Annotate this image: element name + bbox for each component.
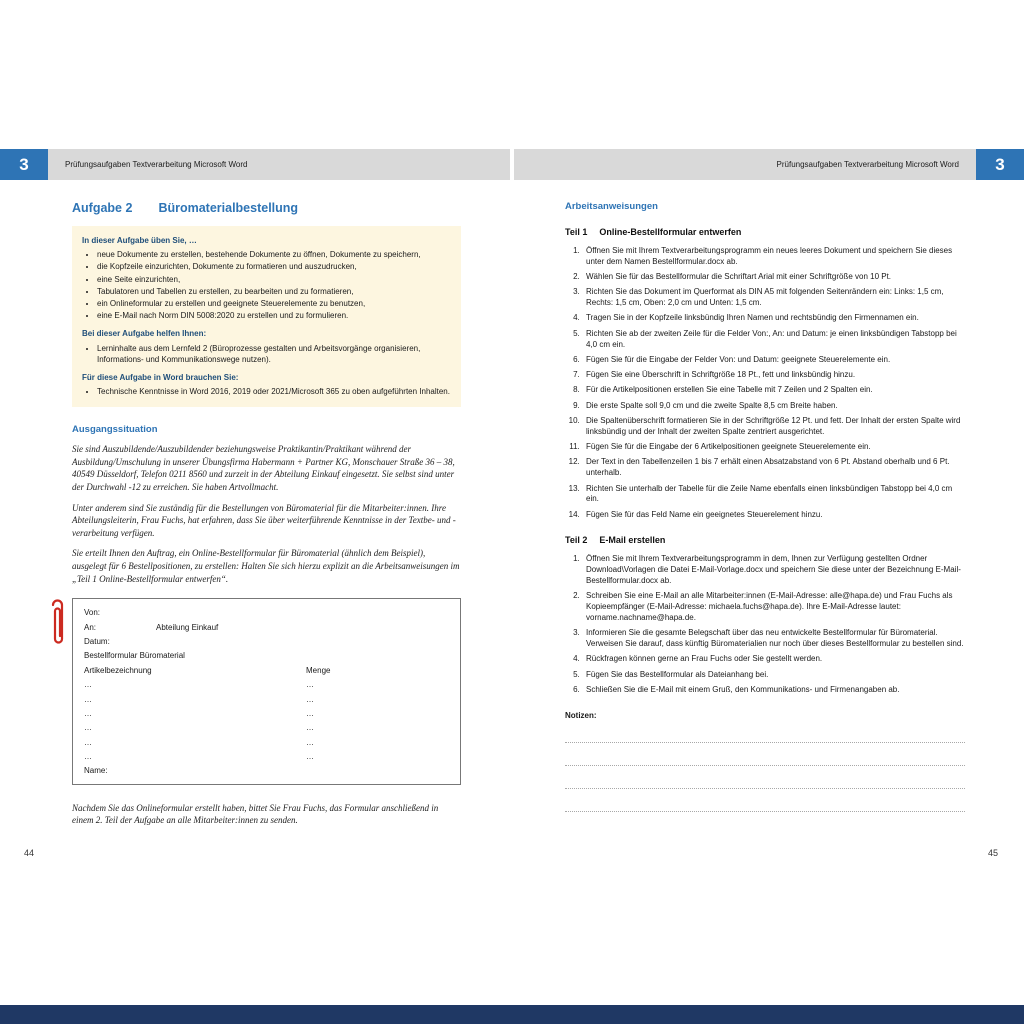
infobox-item: • Tabulatoren und Tabellen zu erstellen, zu bearbeiten und zu formatieren, (97, 286, 451, 297)
form-table-row (84, 707, 449, 721)
running-header-title: Prüfungsaufgaben Textverarbeitung Microsoft Word (776, 160, 959, 169)
step-item: 2. Schreiben Sie eine E-Mail an alle Mitarbeiter:innen (E-Mail-Adresse: alle@hapa.de) und Frau Fuchs als Kopieempfänger (E-Mail-Adresse: michaela.fuchs@hapa.de). Ihre E-Mail-Adresse lautet: vorname.nachname@hapa.de. (582, 591, 965, 623)
part1-title: Online-Bestellformular entwerfen (599, 227, 742, 237)
step-item: 13. Richten Sie unterhalb der Tabelle für die Zeile Name ebenfalls einen linksbündigen Tabstopp bei 4,0 cm ein. (582, 484, 965, 506)
menge-placeholder: … (306, 694, 314, 704)
instructions-heading: Arbeitsanweisungen (565, 201, 658, 212)
form-col2-header: Menge (306, 665, 331, 675)
situation-paragraph: Unter anderem sind Sie zuständig für die Bestellungen von Büromaterial für die Mitarbeiter:innen. Ihre Abteilungsleiterin, Frau Fuchs, hat erfahren, dass Sie über weiterführende Kenntnisse in der Textbe- und -verarbeitung verfügen. (72, 502, 456, 538)
step-item: 2. Wählen Sie für das Bestellformular die Schriftart Arial mit einer Schriftgröße von 10 Pt. (582, 272, 965, 283)
page-number-right: 45 (987, 848, 998, 858)
form-table-row (84, 736, 449, 750)
notes-line (565, 743, 965, 766)
infobox-item: • eine Seite einzurichten, (97, 274, 451, 285)
infobox-item: • Technische Kenntnisse in Word 2016, 2019 oder 2021/Microsoft 365 zu oben aufgeführten Inhalten. (97, 386, 451, 397)
step-item: 14. Fügen Sie für das Feld Name ein geeignetes Steuerelement hinzu. (582, 510, 965, 521)
form-row-von (84, 606, 449, 620)
form-datum-label: Datum: (84, 636, 110, 646)
chapter-number-right: 3 (976, 149, 1024, 180)
page-right (565, 201, 965, 812)
form-table-row (84, 721, 449, 735)
situation-heading: Ausgangssituation (72, 424, 158, 436)
infobox-item: • neue Dokumente zu erstellen, bestehende Dokumente zu öffnen, Dokumente zu speichern, (97, 249, 451, 260)
form-table-row (84, 750, 449, 764)
infobox-help-list (97, 343, 451, 365)
menge-placeholder: … (306, 723, 314, 733)
page-number-left: 44 (24, 848, 35, 858)
step-item: 6. Schließen Sie die E-Mail mit einem Gruß, den Kommunikations- und Firmenangaben ab. (582, 685, 965, 696)
menge-placeholder: … (306, 708, 314, 718)
artikel-placeholder: … (84, 723, 92, 733)
form-col1-header: Artikelbezeichnung (84, 665, 152, 675)
infobox-intro-heading: In dieser Aufgabe üben Sie, … (82, 236, 197, 245)
artikel-placeholder: … (84, 752, 92, 762)
infobox-need-heading: Für diese Aufgabe in Word brauchen Sie: (82, 372, 239, 382)
form-row-datum (84, 635, 449, 649)
menge-placeholder: … (306, 752, 314, 762)
step-item: 11. Fügen Sie für die Eingabe der 6 Artikelpositionen geeignete Steuerelemente ein. (582, 442, 965, 453)
task-infobox (72, 226, 461, 407)
footer-band (0, 1005, 1024, 1024)
part1-label: Teil 1 (565, 227, 588, 237)
task-subject: Büromaterialbestellung (158, 201, 299, 215)
menge-placeholder: … (306, 737, 314, 747)
part2-heading (565, 535, 965, 545)
part2-title: E-Mail erstellen (599, 535, 666, 546)
infobox-intro-list (97, 249, 451, 321)
artikel-placeholder: … (84, 737, 92, 747)
task-label: Aufgabe 2 (72, 201, 133, 215)
artikel-placeholder: … (84, 680, 92, 690)
running-header-title: Prüfungsaufgaben Textverarbeitung Microsoft Word (65, 160, 248, 169)
form-table-rows (84, 678, 449, 764)
running-header-right (514, 149, 976, 180)
form-an-label: An: (84, 622, 97, 632)
infobox-need-list (97, 386, 451, 397)
part1-steps (582, 246, 965, 520)
form-table-row (84, 693, 449, 707)
form-title: Bestellformular Büromaterial (84, 651, 185, 661)
page-left (72, 201, 461, 827)
form-table-header (84, 664, 449, 678)
form-table-row (84, 678, 449, 692)
step-item: 1. Öffnen Sie mit Ihrem Textverarbeitungsprogramm ein neues leeres Dokument und speichern Sie dieses unter dem Namen Bestellformular.docx ab. (582, 246, 965, 268)
infobox-item: • eine E-Mail nach Norm DIN 5008:2020 zu erstellen und zu formulieren. (97, 310, 451, 321)
running-header-left (48, 149, 510, 180)
infobox-item: • Lerninhalte aus dem Lernfeld 2 (Büroprozesse gestalten und Arbeitsvorgänge organisieren, Informations- und Kommunikationswege nutzen). (97, 343, 451, 365)
menge-placeholder: … (306, 680, 314, 690)
step-item: 6. Fügen Sie für die Eingabe der Felder Von: und Datum: geeignete Steuerelemente ein. (582, 355, 965, 366)
artikel-placeholder: … (84, 708, 92, 718)
form-row-an (84, 621, 449, 635)
step-item: 10. Die Spaltenüberschrift formatieren Sie in der Schriftgröße 12 Pt. und fett. Der Inhalt der ersten Spalte wird linksbündig und der Inhalt der zweiten Spalte zentriert ausgerichtet. (582, 416, 965, 438)
step-item: 7. Fügen Sie eine Überschrift in Schriftgröße 18 Pt., fett und linksbündig hinzu. (582, 370, 965, 381)
form-name-label: Name: (84, 766, 108, 776)
step-item: 1. Öffnen Sie mit Ihrem Textverarbeitungsprogramm in dem, Ihnen zur Verfügung gestellten Ordner Download\Vorlagen die Datei E-Mail-Vorlage.docx und speichern Sie diese unter der Bezeichnung E-Mail-Bestellformular.docx ab. (582, 554, 965, 586)
step-item: 3. Informieren Sie die gesamte Belegschaft über das neu entwickelte Bestellformular für Büromaterial. Verweisen Sie darauf, dass künftig Büromaterialien nur noch über dieses Bestellformular zu bestellen sind. (582, 628, 965, 650)
part1-heading (565, 227, 965, 237)
notes-line (565, 766, 965, 789)
example-order-form (72, 598, 461, 785)
artikel-placeholder: … (84, 694, 92, 704)
notes-label: Notizen: (565, 710, 597, 720)
step-item: 12. Der Text in den Tabellenzeilen 1 bis 7 erhält einen Absatzabstand von 6 Pt. Abstand oberhalb und 6 Pt. unterhalb. (582, 457, 965, 479)
step-item: 3. Richten Sie das Dokument im Querformat als DIN A5 mit folgenden Seitenrändern ein: Links: 1,5 cm, Rechts: 1,5 cm, Oben: 2,0 cm und Unten: 1,5 cm. (582, 287, 965, 309)
infobox-item: • ein Onlineformular zu erstellen und geeignete Steuerelemente zu benutzen, (97, 298, 451, 309)
step-item: 9. Die erste Spalte soll 9,0 cm und die zweite Spalte 8,5 cm Breite haben. (582, 401, 965, 412)
part2-steps (582, 554, 965, 695)
situation-paragraph: Sie erteilt Ihnen den Auftrag, ein Online-Bestellformular für Büromaterial (ähnlich dem Beispiel), ausgelegt für 6 Bestellpositionen, zu erstellen: Halten Sie sich hierzu explizit an die Arbeitsanweisungen im „Teil 1 Online-Bestellformular entwerfen“. (72, 548, 460, 584)
notes-line (565, 720, 965, 743)
part2-label: Teil 2 (565, 535, 588, 546)
step-item: 5. Fügen Sie das Bestellformular als Dateianhang bei. (582, 670, 965, 681)
step-item: 4. Rückfragen können gerne an Frau Fuchs oder Sie gestellt werden. (582, 654, 965, 665)
situation-paragraph: Sie sind Auszubildende/Auszubildender beziehungsweise Praktikantin/Praktikant während der Ausbildung/Umschulung in unserer Übungsfirma Habermann + Partner KG, Monschauer Straße 36 – 38, 40549 Düsseldorf, Telefon 0211 8560 und zurzeit in der Abteilung Einkauf eingesetzt. Sie selbst sind unter der Durchwahl -12 zu erreichen. Sie haben Artvollmacht. (72, 444, 455, 493)
infobox-item: • die Kopfzeile einzurichten, Dokumente zu formatieren und auszudrucken, (97, 261, 451, 272)
step-item: 8. Für die Artikelpositionen erstellen Sie eine Tabelle mit 7 Zeilen und 2 Spalten ein. (582, 385, 965, 396)
form-von-label: Von: (84, 608, 101, 618)
form-an-value: Abteilung Einkauf (156, 622, 219, 632)
task-title (72, 201, 461, 215)
notes-line (565, 789, 965, 812)
infobox-help-heading: Bei dieser Aufgabe helfen Ihnen: (82, 329, 207, 339)
step-item: 5. Richten Sie ab der zweiten Zeile für die Felder Von:, An: und Datum: je einen linksbündigen Tabstopp bei 4,0 cm ein. (582, 329, 965, 351)
chapter-number-left: 3 (0, 149, 48, 180)
closing-paragraph: Nachdem Sie das Onlineformular erstellt haben, bittet Sie Frau Fuchs, das Formular anschließend in einem 2. Teil der Aufgabe an alle Mitarbeiter:innen zu senden. (72, 802, 439, 826)
paperclip-icon (47, 595, 67, 653)
step-item: 4. Tragen Sie in der Kopfzeile linksbündig Ihren Namen und rechtsbündig den Firmennamen ein. (582, 313, 965, 324)
